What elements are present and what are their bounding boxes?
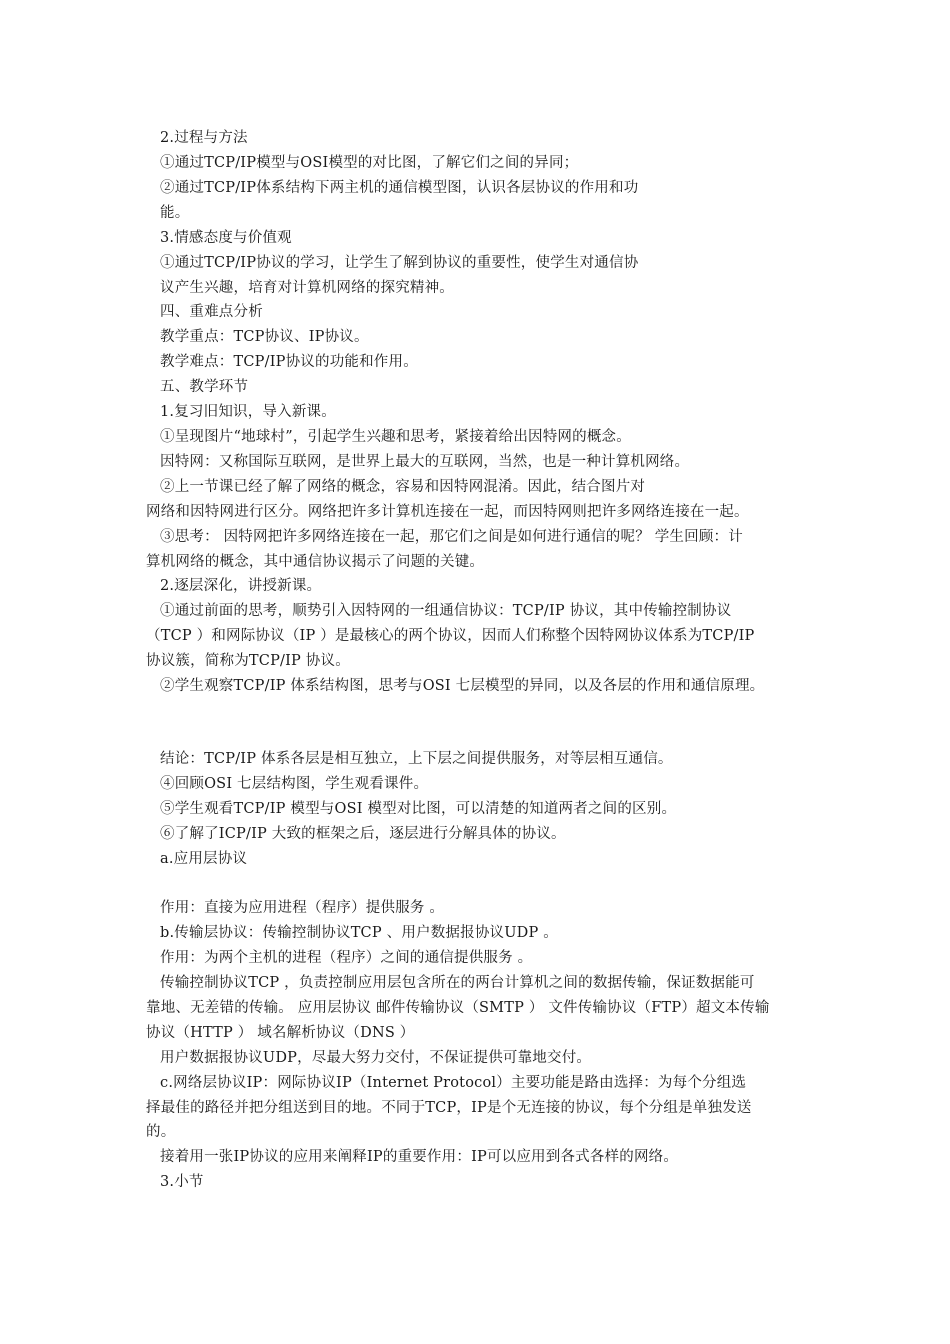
text-line: 能。 [160,205,190,221]
text-line: 1.复习旧知识，导入新课。 [160,404,336,420]
text-line: 作用：直接为应用进程（程序）提供服务 。 [160,900,445,916]
text-line: 结论：TCP/IP 体系各层是相互独立，上下层之间提供服务，对等层相互通信。 [160,751,673,767]
text-line: 协议（HTTP ） 域名解析协议（DNS ） [146,1025,415,1041]
section-heading: 3.小节 [160,1174,204,1190]
text-line: ②上一节课已经了解了网络的概念，容易和因特网混淆。因此，结合图片对 [160,479,646,495]
text-line: 网络和因特网进行区分。网络把许多计算机连接在一起，而因特网则把许多网络连接在一起。 [146,504,749,520]
text-line: （TCP ）和网际协议（IP ）是最核心的两个协议，因而人们称整个因特网协议体系为TCP/IP [146,628,755,644]
text-line: 用户数据报协议UDP，尽最大努力交付，不保证提供可靠地交付。 [160,1050,592,1066]
text-line: 教学难点：TCP/IP协议的功能和作用。 [160,354,418,370]
text-line: ③思考： 因特网把许多网络连接在一起，那它们之间是如何进行通信的呢？ 学生回顾：计 [160,529,743,545]
text-line: 议产生兴趣，培育对计算机网络的探究精神。 [160,280,454,296]
text-line: 靠地、无差错的传输。 应用层协议 邮件传输协议（SMTP ） 文件传输协议（FTP）超文本传输 [146,1000,770,1016]
section-heading: 四、重难点分析 [160,304,263,320]
text-line: ①呈现图片“地球村”，引起学生兴趣和思考，紧接着给出因特网的概念。 [160,429,631,445]
text-line: ①通过TCP/IP模型与OSI模型的对比图，了解它们之间的异同； [160,155,579,171]
text-line: ②通过TCP/IP体系结构下两主机的通信模型图，认识各层协议的作用和功 [160,180,639,196]
text-line: 作用：为两个主机的进程（程序）之间的通信提供服务 。 [160,950,533,966]
text-line: c.网络层协议IP：网际协议IP（Internet Protocol）主要功能是路由选择：为每个分组选 [160,1075,747,1091]
text-line: b.传输层协议：传输控制协议TCP 、用户数据报协议UDP 。 [160,925,558,941]
text-line: 的。 [146,1124,176,1140]
text-line: 2.过程与方法 [160,130,248,146]
text-line: 协议簇，简称为TCP/IP 协议。 [146,653,350,669]
text-line: 算机网络的概念，其中通信协议揭示了问题的关键。 [146,554,485,570]
text-line: ④回顾OSI 七层结构图，学生观看课件。 [160,776,429,792]
text-line: 3.情感态度与价值观 [160,230,292,246]
text-line: 择最佳的路径并把分组送到目的地。不同于TCP，IP是个无连接的协议，每个分组是单独发送 [146,1100,752,1116]
text-line: ⑤学生观看TCP/IP 模型与OSI 模型对比图，可以清楚的知道两者之间的区别。 [160,801,677,817]
text-line: 因特网：又称国际互联网，是世界上最大的互联网，当然，也是一种计算机网络。 [160,454,690,470]
text-line: 2.逐层深化，讲授新课。 [160,578,322,594]
text-line: ②学生观察TCP/IP 体系结构图，思考与OSI 七层模型的异同，以及各层的作用和通信原理。 [160,678,765,694]
text-line: ①通过前面的思考，顺势引入因特网的一组通信协议：TCP/IP 协议，其中传输控制协议 [160,603,732,619]
text-line: ⑥了解了ICP/IP 大致的框架之后，逐层进行分解具体的协议。 [160,826,566,842]
text-line: 教学重点：TCP协议、IP协议。 [160,329,369,345]
text-line: ①通过TCP/IP协议的学习，让学生了解到协议的重要性，使学生对通信协 [160,255,639,271]
section-heading: 五、教学环节 [160,379,249,395]
text-line: a.应用层协议 [160,851,248,867]
text-line: 接着用一张IP协议的应用来阐释IP的重要作用：IP可以应用到各式各样的网络。 [160,1149,679,1165]
text-line: 传输控制协议TCP ，负责控制应用层包含所在的两台计算机之间的数据传输，保证数据能可 [160,975,755,991]
